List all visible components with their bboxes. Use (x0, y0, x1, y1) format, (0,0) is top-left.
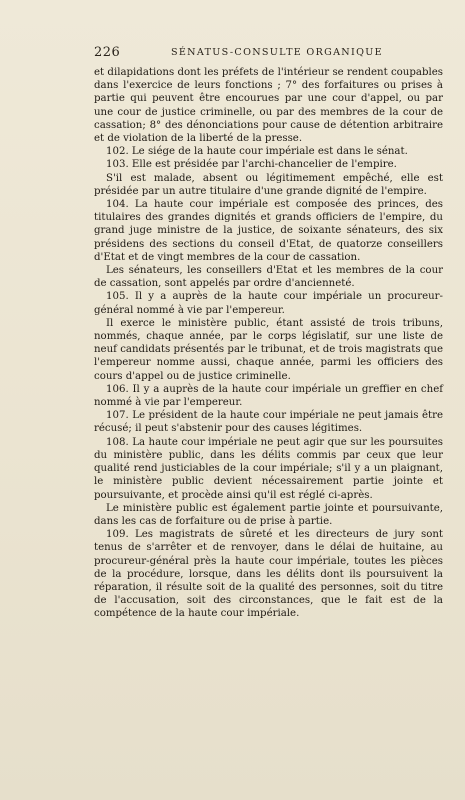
article-108: 108. La haute cour impériale ne peut agir que sur les poursuites du ministère public, dans les délits commis par ceux que leur qualité rend justiciables de la cour impériale; s'il y a un plaignant, le ministère public devient nécessairement partie jointe et poursuivante, et procède ainsi qu'il est réglé ci-après. (94, 436, 443, 501)
article-109: 109. Les magistrats de sûreté et les directeurs de jury sont tenus de s'arrêter et de renvoyer, dans le délai de huitaine, au procureur-général près la haute cour impériale, toutes les pièces de la procédure, lorsque, dans les délits dont ils poursuivent la réparation, il résulte soit de la qualité des personnes, soit du titre de l'accusation, soit des circonstances, que le fait est de la compétence de la haute cour impériale. (94, 529, 443, 620)
page-header (94, 45, 383, 63)
article-102: 102. Le siége de la haute cour impériale est dans le sénat. (106, 146, 408, 158)
article-106: 106. Il y a auprès de la haute cour impériale un greffier en chef nommé à vie par l'empereur. (94, 383, 443, 409)
article-108-paragraph: Le ministère public est également partie jointe et poursuivante, dans les cas de forfaiture ou de prise à partie. (94, 502, 443, 527)
article-104-paragraph: Les sénateurs, les conseillers d'Etat et les membres de la cour de cassation, sont appelés par ordre d'ancienneté. (94, 265, 443, 290)
article-105: 105. Il y a auprès de la haute cour impériale un procureur-général nommé à vie par l'empereur. (94, 291, 443, 316)
body-text (94, 66, 443, 621)
article-103: 103. Elle est présidée par l'archi-chancelier de l'empire. (106, 159, 397, 171)
page-number: 226 (94, 45, 121, 60)
paragraph-continuation: et dilapidations dont les préfets de l'intérieur se rendent coupables dans l'exercice de leurs fonctions ; 7° des forfaitures ou prises à partie qui peuvent être encourues par une cour d'appel, ou par une cour de justice criminelle, ou par des membres de la cour de cassation; 8° des dénonciations pour cause de détention arbitraire et de violation de la liberté de la presse. (94, 67, 443, 145)
article-104: 104. La haute cour impériale est composée des princes, des titulaires des grandes dignités et grands officiers de l'empire, du grand juge ministre de la justice, de soixante sénateurs, des six présidens des sections du conseil d'Etat, de quatorze conseillers d'Etat et de vingt membres de la cour de cassation. (94, 199, 443, 263)
article-103-paragraph: S'il est malade, absent ou légitimement empêché, elle est présidée par un autre titulaire d'une grande dignité de l'empire. (94, 172, 443, 197)
article-107: 107. Le président de la haute cour impériale ne peut jamais être récusé; il peut s'abstenir pour des causes légitimes. (94, 410, 443, 435)
article-105-paragraph: Il exerce le ministère public, étant assisté de trois tribuns, nommés, chaque année, par le corps législatif, sur une liste de neuf candidats présentés par le tribunat, et de trois magistrats que l'empereur nomme aussi, chaque année, parmi les officiers des cours d'appel ou de justice criminelle. (94, 317, 443, 382)
running-title: SÉNATUS-CONSULTE ORGANIQUE (171, 47, 383, 58)
